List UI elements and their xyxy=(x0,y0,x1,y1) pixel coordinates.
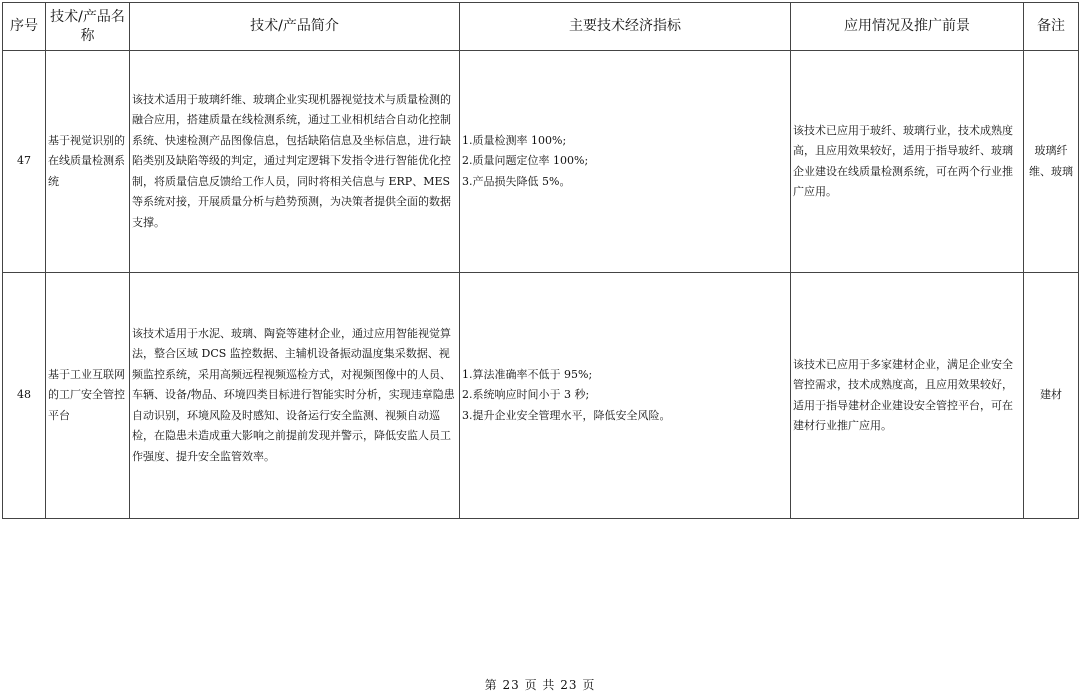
row-indicators xyxy=(460,51,791,273)
indicator-item: 1.质量检测率 100%; xyxy=(462,133,567,147)
table-row xyxy=(3,51,1079,273)
header-intro: 技术/产品简介 xyxy=(130,3,460,51)
footer-suffix: 页 xyxy=(582,678,596,692)
row-name: 基于工业互联网的工厂安全管控平台 xyxy=(46,273,130,519)
header-application: 应用情况及推广前景 xyxy=(791,3,1024,51)
indicator-item: 3.产品损失降低 5%。 xyxy=(462,174,571,188)
row-intro: 该技术适用于水泥、玻璃、陶瓷等建材企业，通过应用智能视觉算法，整合区域 DCS 监控数据、主辅机设备振动温度集采数据、视频监控系统，采用高频远程视频巡检方式，对视频图像中的人员、车辆、设备/物品、环境四类目标进行智能实时分析，实现违章隐患自动识别，环境风险及时感知、设备运行安全监测、视频自动巡检，在隐患未造成重大影响之前提前发现并警示，降低安监人员工作强度、提升安全监管效率。 xyxy=(130,273,460,519)
row-number: 48 xyxy=(3,273,46,519)
row-number: 47 xyxy=(3,51,46,273)
row-note: 建材 xyxy=(1024,273,1079,519)
page-footer xyxy=(0,676,1080,693)
header-note: 备注 xyxy=(1024,3,1079,51)
indicator-item: 3.提升企业安全管理水平，降低安全风险。 xyxy=(462,408,671,422)
row-indicators xyxy=(460,273,791,519)
header-indicators: 主要技术经济指标 xyxy=(460,3,791,51)
row-name: 基于视觉识别的在线质量检测系统 xyxy=(46,51,130,273)
footer-total-pages: 23 xyxy=(560,678,578,692)
indicator-item: 2.系统响应时间小于 3 秒; xyxy=(462,388,590,402)
technology-table xyxy=(2,2,1079,519)
header-row xyxy=(3,3,1079,51)
row-note: 玻璃纤维、玻璃 xyxy=(1024,51,1079,273)
row-application: 该技术已应用于玻纤、玻璃行业，技术成熟度高，且应用效果较好，适用于指导玻纤、玻璃企业建设在线质量检测系统，可在两个行业推广应用。 xyxy=(791,51,1024,273)
indicator-item: 1.算法准确率不低于 95%; xyxy=(462,367,593,381)
row-application: 该技术已应用于多家建材企业，满足企业安全管控需求，技术成熟度高，且应用效果较好，适用于指导建材企业建设安全管控平台，可在建材行业推广应用。 xyxy=(791,273,1024,519)
row-intro: 该技术适用于玻璃纤维、玻璃企业实现机器视觉技术与质量检测的融合应用，搭建质量在线检测系统，通过工业相机结合自动化控制系统、快速检测产品图像信息，包括缺陷信息及坐标信息，进行缺陷类别及缺陷等级的判定，通过判定逻辑下发指令进行智能优化控制，将质量信息反馈给工作人员，同时将相关信息与 ERP、MES 等系统对接，开展质量分析与趋势预测，为决策者提供全面的数据支撑。 xyxy=(130,51,460,273)
header-no: 序号 xyxy=(3,3,46,51)
footer-page-number: 23 xyxy=(502,678,520,692)
table-row xyxy=(3,273,1079,519)
footer-middle: 页 共 xyxy=(524,678,556,692)
header-name: 技术/产品名称 xyxy=(46,3,130,51)
footer-prefix: 第 xyxy=(484,678,498,692)
indicator-item: 2.质量问题定位率 100%; xyxy=(462,154,589,168)
